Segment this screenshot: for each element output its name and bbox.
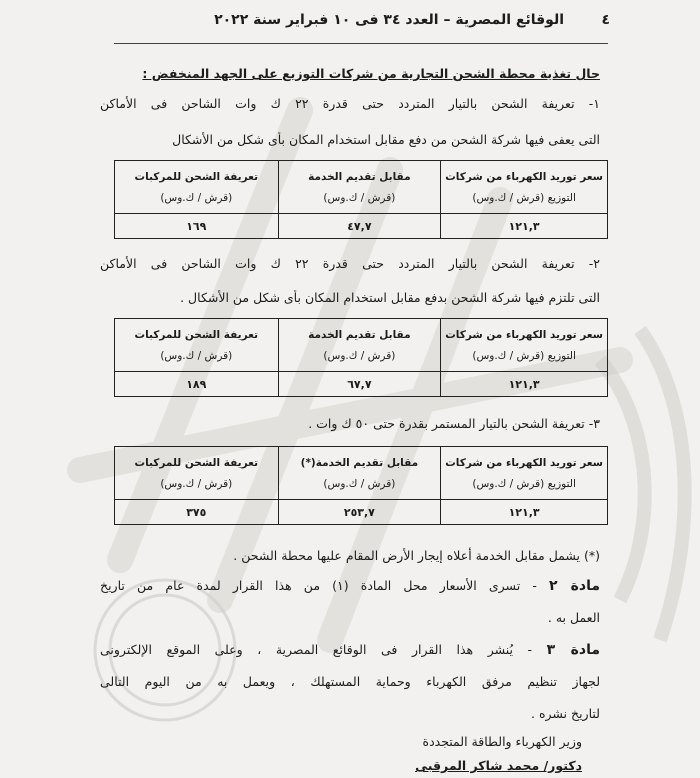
tariff-table-1 bbox=[114, 160, 608, 239]
article-3-text: - يُنشر هذا القرار فى الوقائع المصرية ، وعلى الموقع الإلكترونى bbox=[100, 642, 547, 657]
table-1-header-tariff: تعريفة الشحن للمركبات (قرش / ك.وس) bbox=[115, 161, 279, 214]
table-3-value-supply: ١٢١,٣ bbox=[441, 500, 608, 525]
section-title: حال تغذية محطة الشحن التجارية من شركات التوزيع على الجهد المنخفض : bbox=[142, 66, 600, 81]
article-3-line-2: لجهاز تنظيم مرفق الكهرباء وحماية المستهلك ، ويعمل به من اليوم التالى bbox=[100, 674, 600, 689]
table-1-header-service: مقابل تقديم الخدمة (قرش / ك.وس) bbox=[278, 161, 441, 214]
page-number: ٤ bbox=[601, 12, 610, 28]
article-2-line-2: العمل به . bbox=[547, 610, 600, 625]
table-1-value-supply: ١٢١,٣ bbox=[441, 214, 608, 239]
table-3-value-service: ٢٥٣,٧ bbox=[278, 500, 441, 525]
table-3-header-tariff: تعريفة الشحن للمركبات (قرش / ك.وس) bbox=[115, 447, 279, 500]
item-3-line-1: ٣- تعريفة الشحن بالتيار المستمر بقدرة حتى ٥٠ ك وات . bbox=[308, 416, 600, 431]
header-divider bbox=[114, 43, 608, 44]
table-1-value-tariff: ١٦٩ bbox=[115, 214, 279, 239]
item-2-line-1: ٢- تعريفة الشحن بالتيار المتردد حتى قدرة ٢٢ ك وات الشاحن فى الأماكن bbox=[100, 256, 600, 271]
table-3-value-tariff: ٣٧٥ bbox=[115, 500, 279, 525]
page-header bbox=[180, 12, 610, 32]
signature-name: دكتور/ محمد شاكر المرقبى bbox=[415, 758, 582, 773]
table-1-header-supply: سعر توريد الكهرباء من شركات التوزيع (قرش / ك.وس) bbox=[441, 161, 608, 214]
table-2-value-supply: ١٢١,٣ bbox=[441, 372, 608, 397]
item-1-line-1: ١- تعريفة الشحن بالتيار المتردد حتى قدرة ٢٢ ك وات الشاحن فى الأماكن bbox=[100, 96, 600, 111]
article-2-label: مادة ٢ bbox=[549, 578, 600, 594]
table-2-header-supply: سعر توريد الكهرباء من شركات التوزيع (قرش / ك.وس) bbox=[441, 319, 608, 372]
article-3-line-1 bbox=[100, 642, 600, 658]
article-2-text: - تسرى الأسعار محل المادة (١) من هذا القرار لمدة عام من تاريخ bbox=[100, 578, 550, 593]
table-3-header-service: مقابل تقديم الخدمة(*) (قرش / ك.وس) bbox=[278, 447, 441, 500]
table-2-value-tariff: ١٨٩ bbox=[115, 372, 279, 397]
table-2-header-tariff: تعريفة الشحن للمركبات (قرش / ك.وس) bbox=[115, 319, 279, 372]
table-2-value-service: ٦٧,٧ bbox=[278, 372, 441, 397]
table-3-header-supply: سعر توريد الكهرباء من شركات التوزيع (قرش / ك.وس) bbox=[441, 447, 608, 500]
article-2-line-1 bbox=[100, 578, 600, 594]
article-3-line-3: لتاريخ نشره . bbox=[531, 706, 600, 721]
footnote: (*) يشمل مقابل الخدمة أعلاه إيجار الأرض المقام عليها محطة الشحن . bbox=[233, 548, 600, 563]
table-2-header-service: مقابل تقديم الخدمة (قرش / ك.وس) bbox=[278, 319, 441, 372]
header-title: الوقائع المصرية – العدد ٣٤ فى ١٠ فبراير سنة ٢٠٢٢ bbox=[214, 12, 564, 28]
tariff-table-2 bbox=[114, 318, 608, 397]
tariff-table-3 bbox=[114, 446, 608, 525]
signature-title: وزير الكهرباء والطاقة المتجددة bbox=[422, 734, 582, 749]
table-1-value-service: ٤٧,٧ bbox=[278, 214, 441, 239]
item-2-line-2: التى تلتزم فيها شركة الشحن بدفع مقابل استخدام المكان بأى شكل من الأشكال . bbox=[180, 290, 600, 305]
article-3-label: مادة ٣ bbox=[546, 642, 600, 658]
item-1-line-2: التى يعفى فيها شركة الشحن من دفع مقابل استخدام المكان بأى شكل من الأشكال bbox=[172, 132, 600, 147]
